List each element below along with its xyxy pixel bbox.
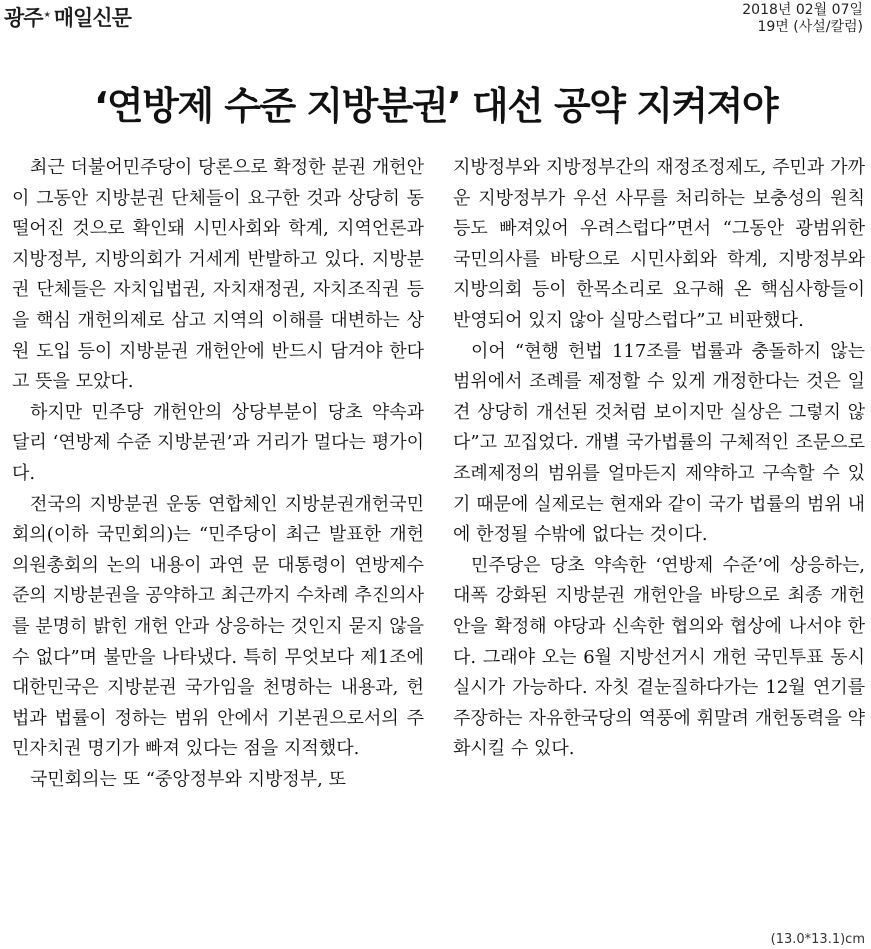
- issue-section: 19면 (사설/칼럼): [757, 19, 863, 35]
- paragraph: 이어 “현행 헌법 117조를 법률과 충돌하지 않는 범위에서 조례를 제정할 수 있게 개정한다는 것은 일견 상당히 개선된 것처럼 보이지만 실상은 그렇지 않다”고 꼬집었다. 개별 국가법률의 구체적인 조문으로 조례제정의 범위를 얼마든지 제약하고 구속할 수 있기 때문에 실제로는 현재와 같이 국가 법률의 범위 내에 한정될 수밖에 없다는 것이다.: [453, 340, 865, 546]
- star-icon: ★: [43, 10, 50, 19]
- article-column-left: [12, 153, 424, 795]
- paragraph: 지방정부와 지방정부간의 재정조정제도, 주민과 가까운 지방정부가 우선 사무를 처리하는 보충성의 원칙 등도 빠져있어 우려스럽다”면서 “그동안 광범위한 국민의사를 바탕으로 시민사회와 학계, 지방정부와 지방의회 등이 한목소리로 요구해 온 핵심사항들이 반영되어 있지 않아 실망스럽다”고 비판했다.: [453, 157, 865, 331]
- paragraph: 국민회의는 또 “중앙정부와 지방정부, 또: [30, 768, 347, 790]
- issue-date: 2018년 02월 07일: [742, 2, 863, 18]
- issue-meta: [742, 2, 863, 36]
- logo-left-text: 광주: [4, 6, 43, 30]
- newspaper-logo: [4, 2, 131, 32]
- logo-right-text: 매일신문: [53, 6, 131, 30]
- paragraph: 하지만 민주당 개헌안의 상당부분이 당초 약속과 달리 ‘연방제 수준 지방분권’과 거리가 멀다는 평가이다.: [12, 401, 424, 484]
- article-size: (13.0*13.1)cm: [770, 932, 865, 947]
- article-column-right: [453, 153, 865, 765]
- paragraph: 민주당은 당초 약속한 ‘연방제 수준’에 상응하는, 대폭 강화된 지방분권 개헌안을 바탕으로 최종 개헌안을 확정해 야당과 신속한 협의와 협상에 나서야 한다. 그래야 오는 6월 지방선거시 개헌 국민투표 동시 실시가 가능하다. 자칫 곁눈질하다가는 12월 연기를 주장하는 자유한국당의 역풍에 휘말려 개헌동력을 약화시킬 수 있다.: [453, 554, 865, 760]
- paragraph: 최근 더불어민주당이 당론으로 확정한 분권 개헌안이 그동안 지방분권 단체들이 요구한 것과 상당히 동 떨어진 것으로 확인돼 시민사회와 학계, 지역언론과 지방정부, 지방의회가 거세게 반발하고 있다. 지방분권 단체들은 자치입법권, 자치재정권, 자치조직권 등을 핵심 개헌의제로 삼고 지역의 이해를 대변하는 상원 도입 등이 지방분권 개헌안에 반드시 담겨야 한다고 뜻을 모았다.: [12, 157, 424, 393]
- headline: ‘연방제 수준 지방분권’ 대선 공약 지켜져야: [93, 84, 778, 129]
- paragraph: 전국의 지방분권 운동 연합체인 지방분권개헌국민회의(이하 국민회의)는 “민주당이 최근 발표한 개헌 의원총회의 논의 내용이 과연 문 대통령이 연방제수준의 지방분권을 공약하고 최근까지 수차례 추진의사를 분명히 밝힌 개헌 안과 상응하는 것인지 묻지 않을 수 없다”며 불만을 나타냈다. 특히 무엇보다 제1조에 대한민국은 지방분권 국가임을 천명하는 내용과, 헌법과 법률이 정하는 범위 안에서 기본권으로서의 주민자치권 명기가 빠져 있다는 점을 지적했다.: [12, 493, 424, 760]
